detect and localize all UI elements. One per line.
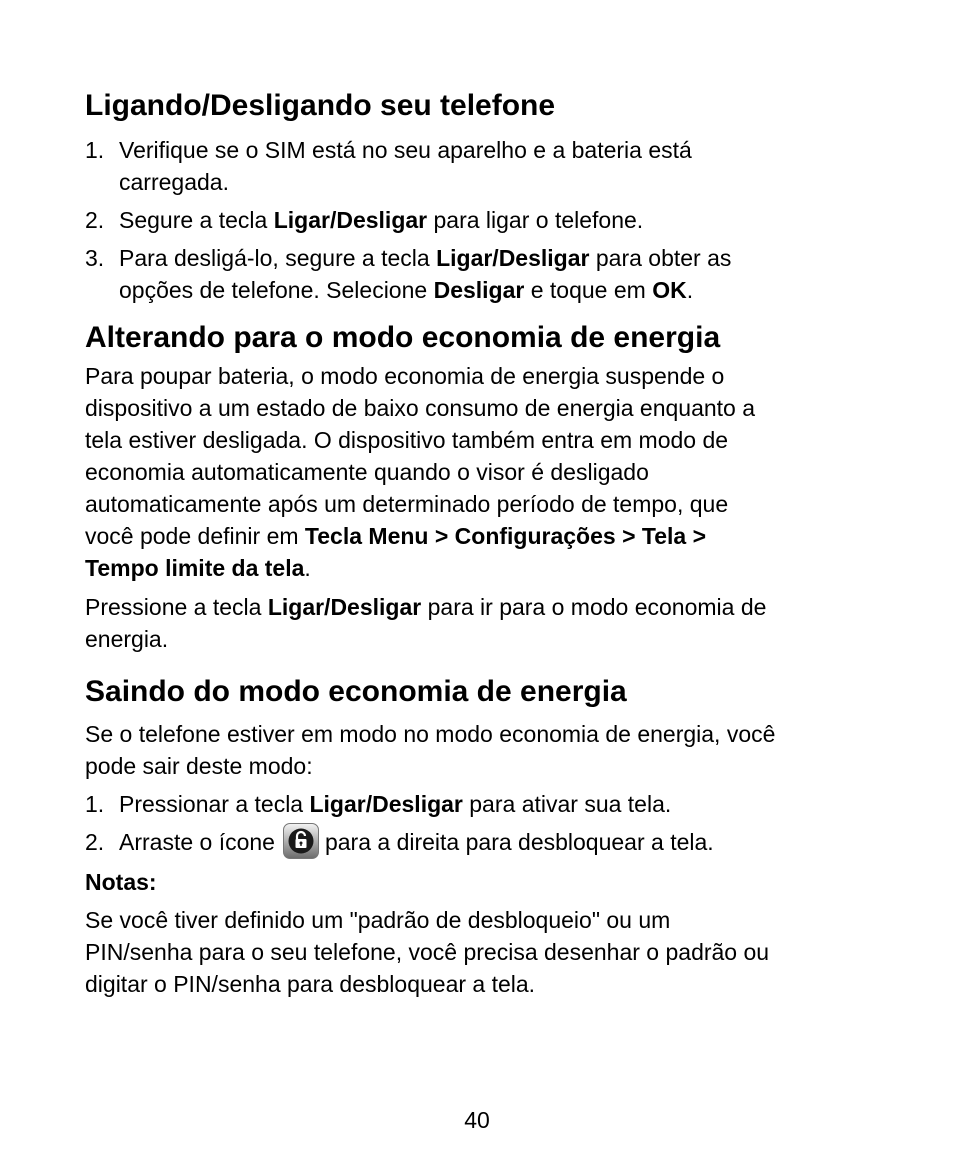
manual-page — [85, 86, 885, 1000]
text-line: você pode definir em — [85, 523, 305, 549]
list-item — [85, 788, 885, 820]
list-item — [85, 134, 885, 198]
text-line: Se o telefone estiver em modo no modo economia de energia, você — [85, 721, 776, 747]
list-number: 1. — [85, 137, 105, 163]
power-saving-paragraph — [85, 360, 885, 584]
section-title-power-saving: Alterando para o modo economia de energia — [85, 321, 721, 354]
ok-label: OK — [652, 277, 687, 303]
step-text: carregada. — [119, 169, 229, 195]
step-text: Pressionar a tecla — [119, 791, 310, 817]
list-item — [85, 242, 885, 306]
text-line: PIN/senha para o seu telefone, você precisa desenhar o padrão ou — [85, 938, 770, 965]
text-line: pode sair deste modo: — [85, 753, 313, 779]
step-text: . — [686, 277, 694, 303]
text-line: automaticamente após um determinado período de tempo, que — [85, 491, 729, 517]
list-item — [85, 204, 885, 236]
exit-steps-list — [85, 788, 885, 859]
step-text: Arraste o ícone — [119, 829, 275, 855]
menu-path: Tecla Menu > Configurações > Tela > — [304, 523, 707, 549]
text-line: Para poupar bateria, o modo economia de energia suspende o — [85, 363, 725, 389]
key-name: Ligar/Desligar — [309, 791, 463, 817]
list-item — [85, 826, 885, 859]
option-name: Desligar — [433, 277, 525, 303]
list-number: 1. — [85, 791, 105, 817]
step-text: Segure a tecla — [119, 207, 274, 233]
step-text: Para desligá-lo, segure a tecla — [119, 245, 437, 271]
text-line: Se você tiver definido um "padrão de desbloqueio" ou um — [85, 906, 671, 933]
key-name: Ligar/Desligar — [436, 245, 590, 271]
section-title-power: Ligando/Desligando seu telefone — [85, 89, 556, 122]
notes-paragraph — [85, 904, 885, 1000]
text-line: Pressione a tecla — [85, 594, 268, 620]
step-text: para ligar o telefone. — [427, 207, 644, 233]
text-line: energia. — [85, 626, 169, 652]
step-text: e toque em — [524, 277, 653, 303]
text-line: . — [304, 555, 311, 581]
list-number: 2. — [85, 207, 105, 233]
power-steps-list — [85, 134, 885, 306]
text-line: digitar o PIN/senha para desbloquear a tela. — [85, 970, 536, 997]
step-text: para a direita para desbloquear a tela. — [324, 829, 714, 855]
exit-intro-paragraph — [85, 718, 885, 782]
text-line: para ir para o modo economia de — [421, 594, 767, 620]
unlock-icon-glyph — [287, 827, 315, 855]
step-text: para obter as — [589, 245, 732, 271]
section-title-exit-power-saving: Saindo do modo economia de energia — [85, 675, 627, 708]
text-line: economia automaticamente quando o visor é desligado — [85, 459, 649, 485]
list-number: 2. — [85, 829, 105, 855]
menu-path: Tempo limite da tela — [85, 555, 305, 581]
step-text: Verifique se o SIM está no seu aparelho e a bateria está — [119, 137, 692, 163]
notes-heading: Notas: — [85, 868, 157, 895]
text-line: dispositivo a um estado de baixo consumo de energia enquanto a — [85, 395, 756, 421]
page-number: 40 — [464, 1107, 490, 1133]
key-name: Ligar/Desligar — [273, 207, 428, 233]
step-text: para ativar sua tela. — [462, 791, 672, 817]
step-text: opções de telefone. Selecione — [119, 277, 434, 303]
notes-label — [85, 866, 885, 898]
list-number: 3. — [85, 245, 105, 271]
text-line: tela estiver desligada. O dispositivo também entra em modo de — [85, 427, 729, 453]
key-name: Ligar/Desligar — [267, 594, 422, 620]
power-key-paragraph — [85, 591, 885, 655]
unlock-icon — [283, 823, 319, 859]
